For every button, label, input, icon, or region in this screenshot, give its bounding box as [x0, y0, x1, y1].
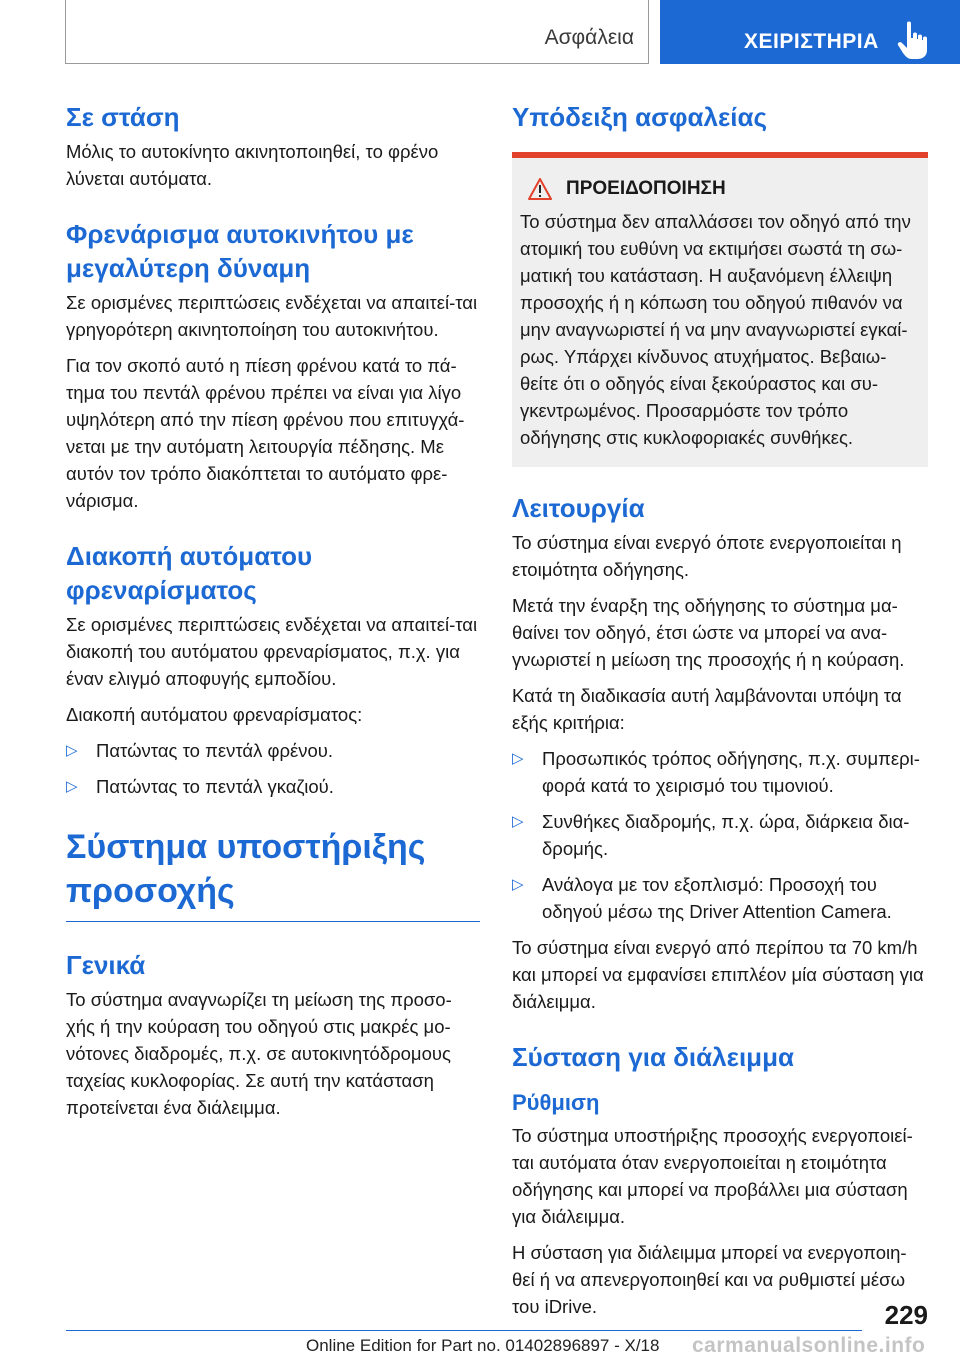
interrupt-paragraph-2: Διακοπή αυτόματου φρεναρίσματος:: [66, 704, 363, 725]
triangle-bullet-icon: ▷: [512, 813, 524, 830]
list-item: ▷ Πατώντας το πεντάλ γκαζιού.: [66, 773, 480, 800]
right-column: [512, 100, 928, 1329]
brake-heading: Φρενάρισμα αυτοκινήτου με μεγαλύτερη δύναμη: [66, 219, 414, 283]
criteria-list: [512, 745, 928, 925]
function-paragraph-1: Το σύστημα είναι ενεργό όποτε ενεργοποιείται η ετοιμότητα οδήγησης.: [512, 532, 902, 580]
tab-controls[interactable]: [660, 0, 960, 64]
function-heading: Λειτουργία: [512, 493, 645, 523]
function-paragraph-3: Κατά τη διαδικασία αυτή λαμβάνονται υπόψη τα εξής κριτήρια:: [512, 685, 902, 733]
interrupt-heading: Διακοπή αυτόματου φρεναρίσματος: [66, 541, 313, 605]
setting-paragraph-2: Η σύσταση για διάλειμμα μπορεί να ενεργοποιη-θεί ή να απενεργοποιηθεί και να ρυθμιστεί μέσω του iDrive.: [512, 1242, 907, 1317]
tab-controls-label: ΧΕΙΡΙΣΤΗΡΙΑ: [744, 30, 879, 53]
safety-heading: Υπόδειξη ασφαλείας: [512, 102, 768, 132]
watermark: carmanualsonline.info: [692, 1334, 926, 1357]
page-number: 229: [884, 1300, 928, 1330]
triangle-bullet-icon: ▷: [66, 778, 78, 795]
footer-divider: [66, 1330, 862, 1331]
setting-paragraph-1: Το σύστημα υποστήριξης προσοχής ενεργοποιεί-ται αυτόματα όταν ενεργοποιείται η ετοιμότητα οδήγησης και μπορεί να προβάλλει μια σύσταση για διάλειμμα.: [512, 1125, 913, 1227]
list-item: ▷ Συνθήκες διαδρομής, π.χ. ώρα, διάρκεια δια-δρομής.: [512, 808, 928, 862]
general-text: Το σύστημα αναγνωρίζει τη μείωση της προσο-χής ή την κούραση του οδηγού στις μακρές μο-νότονες διαδρομές, π.χ. σε αυτοκινητόδρομους ταχείας κυκλοφορίας. Σε αυτή την κατάσταση προτείνεται ένα διάλειμμα.: [66, 989, 452, 1118]
list-item: ▷ Προσωπικός τρόπος οδήγησης, π.χ. συμπερι-φορά κατά το χειρισμό του τιμονιού.: [512, 745, 928, 799]
interrupt-list: [66, 737, 480, 800]
header-frame: [65, 0, 649, 64]
warning-text: Το σύστημα δεν απαλλάσσει τον οδηγό από την ατομική του ευθύνη να εκτιμήσει σωστά τη σω-ματική του κατάσταση. Η αυξανόμενη έλλειψη προσοχής ή η κόπωση του οδηγού πιθανόν να μην αναγνωριστεί ή να μην αναγνωριστεί εγκαί-ρως. Υπάρχει κίνδυνος ατυχήματος. Βεβαιω-θείτε ότι ο οδηγός είναι ξεκούραστος και συ-γκεντρωμένος. Προσαρμόστε τον τρόπο οδήγησης στις κυκλοφοριακές συνθήκες.: [520, 211, 911, 448]
chapter-heading: Σύστημα υποστήριξης προσοχής: [66, 825, 480, 922]
triangle-bullet-icon: ▷: [66, 742, 78, 759]
function-paragraph-4: Το σύστημα είναι ενεργό από περίπου τα 70 km/h και μπορεί να εμφανίσει επιπλέον μία σύσταση για διάλειμμα.: [512, 937, 924, 1012]
hand-pointer-icon: [896, 20, 930, 60]
warning-box: [512, 152, 928, 467]
warning-label: ΠΡΟΕΙΔΟΠΟΙΗΣΗ: [566, 178, 726, 199]
triangle-bullet-icon: ▷: [512, 876, 524, 893]
section-title: Ασφάλεια: [544, 26, 634, 49]
footer-edition: Online Edition for Part no. 01402896897 - X/18: [306, 1336, 660, 1355]
list-item: ▷ Ανάλογα με τον εξοπλισμό: Προσοχή του οδηγού μέσω της Driver Attention Camera.: [512, 871, 928, 925]
stop-text: Μόλις το αυτοκίνητο ακινητοποιηθεί, το φρένο λύνεται αυτόματα.: [66, 141, 439, 189]
brake-paragraph-1: Σε ορισμένες περιπτώσεις ενδέχεται να απαιτεί-ται γρηγορότερη ακινητοποίηση του αυτοκινήτου.: [66, 292, 478, 340]
function-paragraph-2: Μετά την έναρξη της οδήγησης το σύστημα μα-θαίνει τον οδηγό, έτσι ώστε να μπορεί να ανα-γνωριστεί η μείωση της προσοχής ή η κούραση.: [512, 595, 905, 670]
left-column: [66, 100, 480, 1130]
warning-triangle-icon: [528, 178, 552, 200]
general-heading: Γενικά: [66, 950, 146, 980]
interrupt-paragraph-1: Σε ορισμένες περιπτώσεις ενδέχεται να απαιτεί-ται διακοπή του αυτόματου φρεναρίσματος, π.χ. για έναν ελιγμό αποφυγής εμποδίου.: [66, 614, 478, 689]
brake-paragraph-2: Για τον σκοπό αυτό η πίεση φρένου κατά το πά-τημα του πεντάλ φρένου πρέπει να είναι για λίγο υψηλότερη από την πίεση φρένου που επιτυγχά-νεται με την αυτόματη λειτουργία πέδησης. Με αυτόν τον τρόπο διακόπτεται το αυτόματο φρε-νάρισμα.: [66, 355, 465, 511]
stop-heading: Σε στάση: [66, 102, 180, 132]
list-item: ▷ Πατώντας το πεντάλ φρένου.: [66, 737, 480, 764]
triangle-bullet-icon: ▷: [512, 750, 524, 767]
break-heading: Σύσταση για διάλειμμα: [512, 1042, 794, 1072]
setting-heading: Ρύθμιση: [512, 1090, 600, 1115]
